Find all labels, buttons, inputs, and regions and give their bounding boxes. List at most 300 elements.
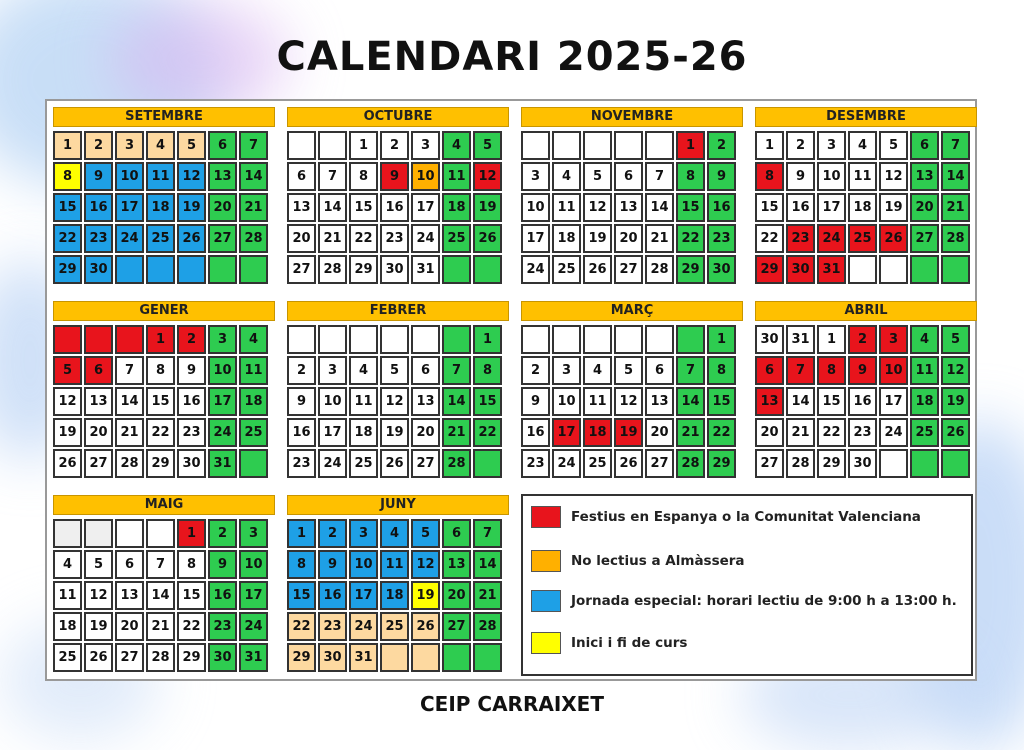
day-cell: 27 <box>442 612 471 641</box>
day-cell: 23 <box>380 224 409 253</box>
day-cell <box>583 131 612 160</box>
day-cell: 25 <box>583 449 612 478</box>
day-cell <box>614 131 643 160</box>
day-cell: 26 <box>614 449 643 478</box>
day-cell: 8 <box>817 356 846 385</box>
day-cell: 25 <box>848 224 877 253</box>
month-setembre <box>53 107 275 284</box>
day-cell: 26 <box>411 612 440 641</box>
day-cell: 15 <box>146 387 175 416</box>
day-cell: 13 <box>755 387 784 416</box>
day-cell: 7 <box>239 131 268 160</box>
day-cell: 7 <box>786 356 815 385</box>
day-cell <box>473 255 502 284</box>
day-cell: 6 <box>755 356 784 385</box>
day-cell: 21 <box>676 418 705 447</box>
day-cell: 8 <box>473 356 502 385</box>
day-cell: 5 <box>614 356 643 385</box>
day-cell: 6 <box>84 356 113 385</box>
day-cell: 30 <box>208 643 237 672</box>
day-cell <box>239 255 268 284</box>
legend-item-jornada-especial <box>531 590 957 612</box>
day-cell: 16 <box>848 387 877 416</box>
day-cell: 20 <box>645 418 674 447</box>
legend-swatch-orange <box>531 550 561 572</box>
legend <box>521 494 973 676</box>
day-cell: 20 <box>208 193 237 222</box>
day-cell <box>879 255 908 284</box>
day-cell: 21 <box>442 418 471 447</box>
day-cell: 27 <box>755 449 784 478</box>
day-cell: 5 <box>84 550 113 579</box>
day-cell: 2 <box>84 131 113 160</box>
day-cell: 29 <box>755 255 784 284</box>
day-cell: 2 <box>707 131 736 160</box>
day-cell: 17 <box>349 581 378 610</box>
day-cell: 29 <box>817 449 846 478</box>
day-cell: 22 <box>287 612 316 641</box>
day-cell: 22 <box>676 224 705 253</box>
day-cell: 27 <box>84 449 113 478</box>
day-cell: 11 <box>380 550 409 579</box>
day-cell: 8 <box>707 356 736 385</box>
day-cell: 16 <box>84 193 113 222</box>
calendar-board <box>45 99 977 681</box>
day-cell: 9 <box>177 356 206 385</box>
day-cell: 25 <box>910 418 939 447</box>
day-cell <box>208 255 237 284</box>
day-cell: 3 <box>349 519 378 548</box>
day-cell: 29 <box>287 643 316 672</box>
day-cell: 4 <box>380 519 409 548</box>
legend-label: No lectius a Almàssera <box>571 553 745 569</box>
day-cell: 10 <box>318 387 347 416</box>
day-cell: 4 <box>349 356 378 385</box>
day-cell: 15 <box>707 387 736 416</box>
day-cell: 3 <box>411 131 440 160</box>
day-cell: 21 <box>473 581 502 610</box>
day-cell: 12 <box>473 162 502 191</box>
day-cell: 26 <box>380 449 409 478</box>
day-cell: 30 <box>177 449 206 478</box>
day-cell: 3 <box>239 519 268 548</box>
day-cell: 1 <box>177 519 206 548</box>
day-cell <box>146 255 175 284</box>
day-cell: 18 <box>146 193 175 222</box>
day-cell <box>53 519 82 548</box>
day-cell: 10 <box>239 550 268 579</box>
day-cell: 11 <box>239 356 268 385</box>
day-cell: 23 <box>521 449 550 478</box>
day-cell: 20 <box>755 418 784 447</box>
day-cell: 17 <box>115 193 144 222</box>
day-cell: 17 <box>552 418 581 447</box>
day-cell: 16 <box>786 193 815 222</box>
day-cell: 22 <box>817 418 846 447</box>
month-gener <box>53 301 275 478</box>
day-cell: 25 <box>349 449 378 478</box>
legend-item-inici-fi <box>531 632 687 654</box>
day-cell: 9 <box>707 162 736 191</box>
day-cell: 30 <box>84 255 113 284</box>
day-cell <box>411 325 440 354</box>
day-cell: 27 <box>910 224 939 253</box>
day-cell: 17 <box>318 418 347 447</box>
day-cell <box>84 325 113 354</box>
page-title: CALENDARI 2025-26 <box>276 34 748 80</box>
day-cell: 4 <box>552 162 581 191</box>
day-cell <box>318 131 347 160</box>
day-cell: 27 <box>411 449 440 478</box>
day-cell: 17 <box>879 387 908 416</box>
day-cell: 6 <box>910 131 939 160</box>
day-cell: 9 <box>786 162 815 191</box>
day-cell <box>53 325 82 354</box>
day-cell: 24 <box>879 418 908 447</box>
day-cell: 22 <box>146 418 175 447</box>
day-cell: 28 <box>786 449 815 478</box>
day-cell <box>115 255 144 284</box>
day-cell: 11 <box>552 193 581 222</box>
day-cell: 10 <box>411 162 440 191</box>
day-cell: 18 <box>552 224 581 253</box>
day-cell: 24 <box>411 224 440 253</box>
day-cell: 17 <box>239 581 268 610</box>
day-cell <box>287 325 316 354</box>
day-cell: 10 <box>879 356 908 385</box>
day-cell: 1 <box>473 325 502 354</box>
day-cell: 7 <box>146 550 175 579</box>
day-cell: 28 <box>442 449 471 478</box>
day-cell: 19 <box>84 612 113 641</box>
day-cell: 2 <box>208 519 237 548</box>
month-grid <box>53 131 275 284</box>
month-grid <box>521 131 743 284</box>
day-cell: 11 <box>442 162 471 191</box>
day-cell: 17 <box>411 193 440 222</box>
day-cell: 13 <box>411 387 440 416</box>
day-cell: 28 <box>473 612 502 641</box>
day-cell: 22 <box>755 224 784 253</box>
day-cell: 13 <box>287 193 316 222</box>
day-cell: 13 <box>208 162 237 191</box>
day-cell: 1 <box>707 325 736 354</box>
day-cell: 22 <box>473 418 502 447</box>
day-cell: 1 <box>676 131 705 160</box>
day-cell: 27 <box>645 449 674 478</box>
day-cell: 11 <box>583 387 612 416</box>
day-cell: 23 <box>287 449 316 478</box>
day-cell: 10 <box>208 356 237 385</box>
day-cell: 7 <box>941 131 970 160</box>
day-cell: 12 <box>941 356 970 385</box>
month-header: GENER <box>53 301 275 321</box>
day-cell: 26 <box>473 224 502 253</box>
day-cell <box>521 325 550 354</box>
day-cell: 31 <box>349 643 378 672</box>
day-cell: 1 <box>53 131 82 160</box>
day-cell: 6 <box>411 356 440 385</box>
day-cell: 9 <box>521 387 550 416</box>
day-cell: 12 <box>879 162 908 191</box>
day-cell: 4 <box>146 131 175 160</box>
day-cell: 20 <box>115 612 144 641</box>
day-cell: 14 <box>442 387 471 416</box>
day-cell: 23 <box>208 612 237 641</box>
day-cell: 17 <box>208 387 237 416</box>
day-cell: 27 <box>115 643 144 672</box>
day-cell: 28 <box>941 224 970 253</box>
day-cell: 31 <box>817 255 846 284</box>
day-cell: 10 <box>552 387 581 416</box>
day-cell: 14 <box>645 193 674 222</box>
day-cell: 10 <box>521 193 550 222</box>
day-cell: 20 <box>910 193 939 222</box>
day-cell: 9 <box>208 550 237 579</box>
day-cell: 12 <box>380 387 409 416</box>
day-cell: 11 <box>53 581 82 610</box>
day-cell <box>84 519 113 548</box>
day-cell: 4 <box>239 325 268 354</box>
day-cell: 19 <box>473 193 502 222</box>
day-cell: 6 <box>645 356 674 385</box>
day-cell <box>411 643 440 672</box>
day-cell: 20 <box>411 418 440 447</box>
day-cell: 5 <box>411 519 440 548</box>
day-cell: 22 <box>53 224 82 253</box>
day-cell: 19 <box>583 224 612 253</box>
day-cell: 13 <box>115 581 144 610</box>
day-cell <box>287 131 316 160</box>
day-cell: 4 <box>583 356 612 385</box>
day-cell: 26 <box>177 224 206 253</box>
day-cell: 27 <box>208 224 237 253</box>
day-cell <box>848 255 877 284</box>
day-cell: 30 <box>755 325 784 354</box>
day-cell: 7 <box>442 356 471 385</box>
day-cell: 6 <box>115 550 144 579</box>
month-header: OCTUBRE <box>287 107 509 127</box>
day-cell: 14 <box>146 581 175 610</box>
legend-swatch-red <box>531 506 561 528</box>
month-header: MAIG <box>53 495 275 515</box>
day-cell: 12 <box>84 581 113 610</box>
day-cell: 28 <box>115 449 144 478</box>
month-grid <box>287 519 509 672</box>
day-cell: 5 <box>177 131 206 160</box>
month-desembre <box>755 107 977 284</box>
day-cell: 24 <box>817 224 846 253</box>
day-cell: 12 <box>614 387 643 416</box>
day-cell: 7 <box>645 162 674 191</box>
month-grid <box>53 519 275 672</box>
day-cell: 11 <box>146 162 175 191</box>
day-cell: 18 <box>380 581 409 610</box>
day-cell: 21 <box>941 193 970 222</box>
day-cell: 13 <box>645 387 674 416</box>
day-cell <box>442 643 471 672</box>
day-cell: 1 <box>146 325 175 354</box>
month-abril <box>755 301 977 478</box>
day-cell: 18 <box>442 193 471 222</box>
day-cell: 29 <box>177 643 206 672</box>
day-cell: 27 <box>287 255 316 284</box>
day-cell: 7 <box>473 519 502 548</box>
month-octubre <box>287 107 509 284</box>
day-cell: 21 <box>146 612 175 641</box>
day-cell: 8 <box>349 162 378 191</box>
day-cell: 16 <box>707 193 736 222</box>
day-cell: 3 <box>817 131 846 160</box>
day-cell: 23 <box>786 224 815 253</box>
day-cell <box>645 325 674 354</box>
day-cell: 9 <box>84 162 113 191</box>
day-cell: 14 <box>676 387 705 416</box>
day-cell <box>614 325 643 354</box>
day-cell <box>941 449 970 478</box>
day-cell: 25 <box>146 224 175 253</box>
day-cell: 3 <box>552 356 581 385</box>
day-cell: 29 <box>349 255 378 284</box>
day-cell: 15 <box>676 193 705 222</box>
day-cell: 6 <box>614 162 643 191</box>
day-cell: 18 <box>239 387 268 416</box>
month-header: MARÇ <box>521 301 743 321</box>
day-cell: 13 <box>84 387 113 416</box>
day-cell: 25 <box>53 643 82 672</box>
day-cell: 15 <box>53 193 82 222</box>
day-cell: 22 <box>177 612 206 641</box>
legend-label: Inici i fi de curs <box>571 635 688 651</box>
day-cell <box>442 325 471 354</box>
day-cell: 26 <box>879 224 908 253</box>
day-cell: 26 <box>583 255 612 284</box>
day-cell: 14 <box>239 162 268 191</box>
day-cell: 20 <box>84 418 113 447</box>
day-cell: 28 <box>676 449 705 478</box>
day-cell: 31 <box>411 255 440 284</box>
day-cell: 23 <box>318 612 347 641</box>
day-cell <box>676 325 705 354</box>
month-juny <box>287 495 509 672</box>
month-grid <box>53 325 275 478</box>
day-cell: 22 <box>707 418 736 447</box>
day-cell: 3 <box>208 325 237 354</box>
day-cell: 21 <box>318 224 347 253</box>
day-cell: 6 <box>208 131 237 160</box>
day-cell: 1 <box>755 131 784 160</box>
day-cell: 5 <box>583 162 612 191</box>
school-name: CEIP CARRAIXET <box>419 692 604 716</box>
day-cell: 18 <box>583 418 612 447</box>
day-cell: 14 <box>115 387 144 416</box>
day-cell: 8 <box>53 162 82 191</box>
day-cell: 14 <box>941 162 970 191</box>
day-cell: 24 <box>115 224 144 253</box>
day-cell: 24 <box>552 449 581 478</box>
month-grid <box>287 325 509 478</box>
legend-swatch-blue <box>531 590 561 612</box>
day-cell <box>473 449 502 478</box>
day-cell: 19 <box>941 387 970 416</box>
day-cell: 7 <box>318 162 347 191</box>
day-cell: 8 <box>676 162 705 191</box>
day-cell: 2 <box>318 519 347 548</box>
day-cell: 9 <box>287 387 316 416</box>
day-cell: 19 <box>614 418 643 447</box>
day-cell <box>177 255 206 284</box>
day-cell: 4 <box>910 325 939 354</box>
day-cell: 30 <box>707 255 736 284</box>
day-cell: 30 <box>786 255 815 284</box>
day-cell: 19 <box>177 193 206 222</box>
day-cell: 7 <box>676 356 705 385</box>
day-cell: 15 <box>817 387 846 416</box>
day-cell: 4 <box>53 550 82 579</box>
day-cell: 24 <box>239 612 268 641</box>
day-cell: 16 <box>208 581 237 610</box>
day-cell: 26 <box>53 449 82 478</box>
day-cell: 4 <box>848 131 877 160</box>
month-header: NOVEMBRE <box>521 107 743 127</box>
day-cell: 31 <box>208 449 237 478</box>
day-cell: 8 <box>287 550 316 579</box>
day-cell: 18 <box>53 612 82 641</box>
day-cell: 26 <box>941 418 970 447</box>
legend-label: Festius en Espanya o la Comunitat Valenciana <box>571 509 921 525</box>
day-cell: 21 <box>239 193 268 222</box>
day-cell: 21 <box>115 418 144 447</box>
day-cell <box>442 255 471 284</box>
day-cell: 15 <box>177 581 206 610</box>
day-cell: 18 <box>848 193 877 222</box>
month-grid <box>755 131 977 284</box>
day-cell <box>583 325 612 354</box>
month-header: DESEMBRE <box>755 107 977 127</box>
day-cell: 4 <box>442 131 471 160</box>
month-grid <box>287 131 509 284</box>
day-cell: 12 <box>411 550 440 579</box>
day-cell: 30 <box>380 255 409 284</box>
day-cell: 18 <box>349 418 378 447</box>
day-cell <box>239 449 268 478</box>
day-cell: 18 <box>910 387 939 416</box>
day-cell <box>115 519 144 548</box>
day-cell: 2 <box>848 325 877 354</box>
day-cell: 10 <box>349 550 378 579</box>
day-cell: 1 <box>817 325 846 354</box>
day-cell: 24 <box>318 449 347 478</box>
day-cell: 13 <box>614 193 643 222</box>
day-cell: 25 <box>442 224 471 253</box>
day-cell: 14 <box>473 550 502 579</box>
day-cell: 15 <box>473 387 502 416</box>
day-cell: 2 <box>380 131 409 160</box>
day-cell: 9 <box>318 550 347 579</box>
day-cell: 29 <box>53 255 82 284</box>
legend-label: Jornada especial: horari lectiu de 9:00 h a 13:00 h. <box>571 593 957 609</box>
month-març <box>521 301 743 478</box>
day-cell: 25 <box>380 612 409 641</box>
day-cell: 19 <box>53 418 82 447</box>
day-cell <box>521 131 550 160</box>
day-cell: 15 <box>349 193 378 222</box>
month-header: FEBRER <box>287 301 509 321</box>
day-cell: 3 <box>115 131 144 160</box>
day-cell: 25 <box>552 255 581 284</box>
day-cell <box>941 255 970 284</box>
day-cell: 7 <box>115 356 144 385</box>
